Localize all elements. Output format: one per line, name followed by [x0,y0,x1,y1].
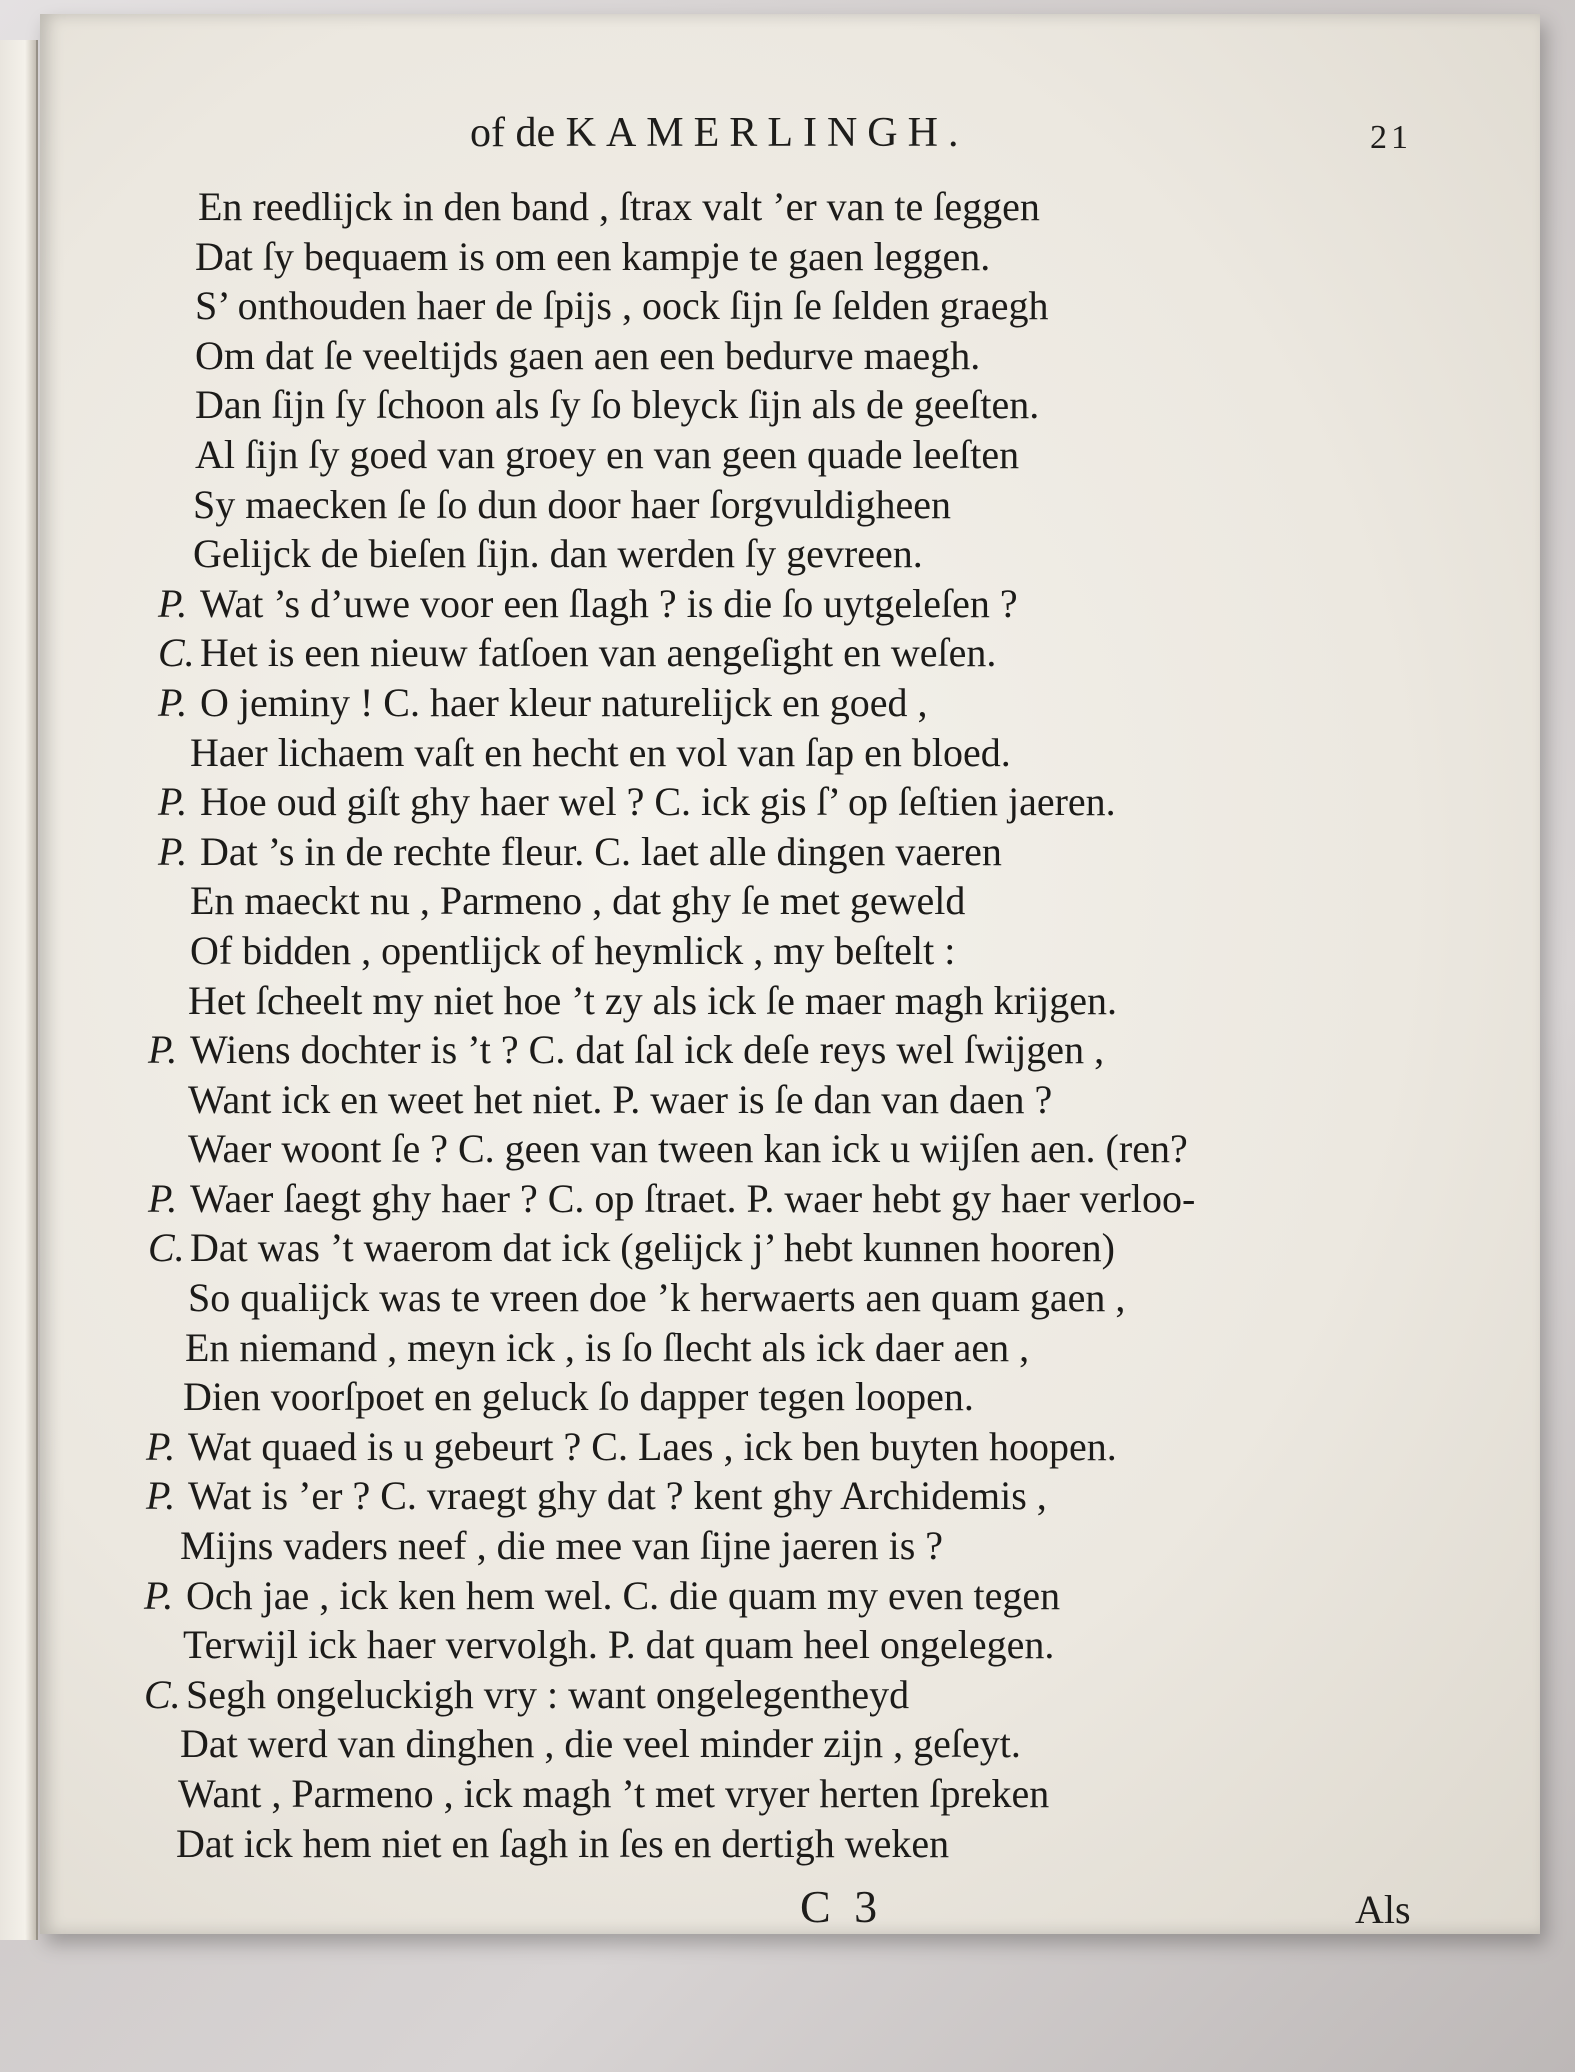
verse-line-text: Hoe oud giſt ghy haer wel ? C. ick gis ſ’ op ſeſtien jaeren. [200,779,1116,825]
speaker-tag: P. [148,1027,178,1073]
speaker-tag: P. [158,828,188,874]
verse-line [40,480,1540,530]
facing-page-edge [0,40,38,1940]
speaker-tag: P. [146,1423,176,1469]
running-head-title: KAMERLINGH. [565,110,969,156]
verse-line [40,1620,1540,1670]
page-number: 21 [1370,119,1412,156]
verse-line-text: Mijns vaders neef , die mee van ſijne jaeren is ? [180,1523,944,1569]
verse-line [40,430,1540,480]
verse-line [40,281,1540,331]
verse-line [40,1273,1540,1323]
verse-line [40,529,1540,579]
verse-line [40,926,1540,976]
verse-line-text: Wat ’s d’uwe voor een ſlagh ? is die ſo uytgeleſen ? [200,580,1018,626]
verse-line-text: Waer ſaegt ghy haer ? C. op ſtraet. P. waer hebt gy haer verloo- [190,1175,1196,1221]
verse-line-text: O jeminy ! C. haer kleur naturelijck en goed , [200,679,928,725]
verse-line-text: En maeckt nu , Parmeno , dat ghy ſe met geweld [190,878,966,924]
verse-line [40,331,1540,381]
verse-line [40,1719,1540,1769]
verse-text [40,182,1540,1868]
speaker-tag: P. [158,779,188,825]
book-page [40,14,1540,1934]
verse-line-text: Of bidden , opentlijck of heymlick , my beſtelt : [190,927,956,973]
speaker-tag: P. [158,580,188,626]
speaker-tag: P. [158,679,188,725]
verse-line [40,1372,1540,1422]
verse-line [40,232,1540,282]
verse-line-text: So qualijck was te vreen doe ’k herwaerts aen quam gaen , [188,1275,1126,1321]
verse-line-text: S’ onthouden haer de ſpijs , oock ſijn ſe ſelden graegh [195,283,1049,329]
verse-line [40,876,1540,926]
verse-line [40,728,1540,778]
verse-line [40,1571,1540,1621]
verse-line-text: Dan ſijn ſy ſchoon als ſy ſo bleyck ſijn als de geeſten. [195,382,1040,428]
speaker-tag: C. [144,1671,181,1717]
verse-line [40,777,1540,827]
printer-signature: C 3 [800,1881,884,1932]
verse-line-text: Dat ick hem niet en ſagh in ſes en dertigh weken [176,1820,950,1866]
running-head [470,109,968,157]
verse-line-text: Want ick en weet het niet. P. waer is ſe dan van daen ? [188,1076,1053,1122]
verse-line-text: Dat ſy bequaem is om een kampje te gaen leggen. [195,233,991,279]
verse-line [40,1422,1540,1472]
verse-line [40,1819,1540,1869]
verse-line [40,1670,1540,1720]
verse-line [40,678,1540,728]
verse-line-text: Terwijl ick haer vervolgh. P. dat quam heel ongelegen. [183,1622,1055,1668]
verse-line [40,1174,1540,1224]
verse-line-text: Waer woont ſe ? C. geen van tween kan ick u wijſen aen. (ren? [188,1126,1188,1172]
verse-line [40,1323,1540,1373]
verse-line [40,827,1540,877]
verse-line [40,1521,1540,1571]
verse-line-text: Dat ’s in de rechte fleur. C. laet alle dingen vaeren [200,828,1002,874]
verse-line-text: Dien voorſpoet en geluck ſo dapper tegen loopen. [183,1374,974,1420]
verse-line-text: Segh ongeluckigh vry : want ongelegentheyd [186,1671,910,1717]
verse-line-text: Och jae , ick ken hem wel. C. die quam my even tegen [186,1572,1061,1618]
speaker-tag: P. [148,1175,178,1221]
verse-line-text: Gelijck de bieſen ſijn. dan werden ſy gevreen. [193,531,923,577]
verse-line-text: Wat quaed is u gebeurt ? C. Laes , ick ben buyten hoopen. [188,1423,1117,1469]
verse-line-text: Wat is ’er ? C. vraegt ghy dat ? kent ghy Archidemis , [188,1473,1047,1519]
verse-line-text: Al ſijn ſy goed van groey en van geen quade leeſten [195,431,1020,477]
verse-line-text: Dat was ’t waerom dat ick (gelijck j’ hebt kunnen hooren) [190,1225,1115,1271]
speaker-tag: C. [148,1225,185,1271]
verse-line [40,1025,1540,1075]
catchword: Als [1355,1887,1411,1932]
verse-line [40,1769,1540,1819]
running-head-prefix: of de [470,110,556,156]
verse-line-text: En niemand , meyn ick , is ſo ſlecht als ick daer aen , [185,1324,1030,1370]
verse-line-text: Dat werd van dinghen , die veel minder zijn , geſeyt. [180,1721,1021,1767]
verse-line-text: Sy maecken ſe ſo dun door haer ſorgvuldigheen [193,481,951,527]
verse-line-text: Haer lichaem vaſt en hecht en vol van ſap en bloed. [190,729,1011,775]
verse-line-text: En reedlijck in den band , ſtrax valt ’er van te ſeggen [198,184,1040,229]
verse-line-text: Want , Parmeno , ick magh ’t met vryer herten ſpreken [178,1771,1050,1816]
verse-line-text: Het is een nieuw fatſoen van aengeſight en weſen. [200,630,997,676]
verse-line [40,380,1540,430]
speaker-tag: C. [158,630,195,676]
verse-line-text: Het ſcheelt my niet hoe ’t zy als ick ſe maer magh krijgen. [188,977,1117,1023]
verse-line [40,1223,1540,1273]
verse-line [40,182,1540,232]
verse-line [40,1075,1540,1125]
verse-line-text: Om dat ſe veeltijds gaen aen een bedurve maegh. [195,332,981,378]
verse-line [40,628,1540,678]
verse-line [40,579,1540,629]
speaker-tag: P. [146,1473,176,1519]
verse-line [40,1471,1540,1521]
speaker-tag: P. [144,1572,174,1618]
verse-line [40,1124,1540,1174]
verse-line [40,976,1540,1026]
verse-line-text: Wiens dochter is ’t ? C. dat ſal ick deſe reys wel ſwijgen , [190,1027,1105,1073]
